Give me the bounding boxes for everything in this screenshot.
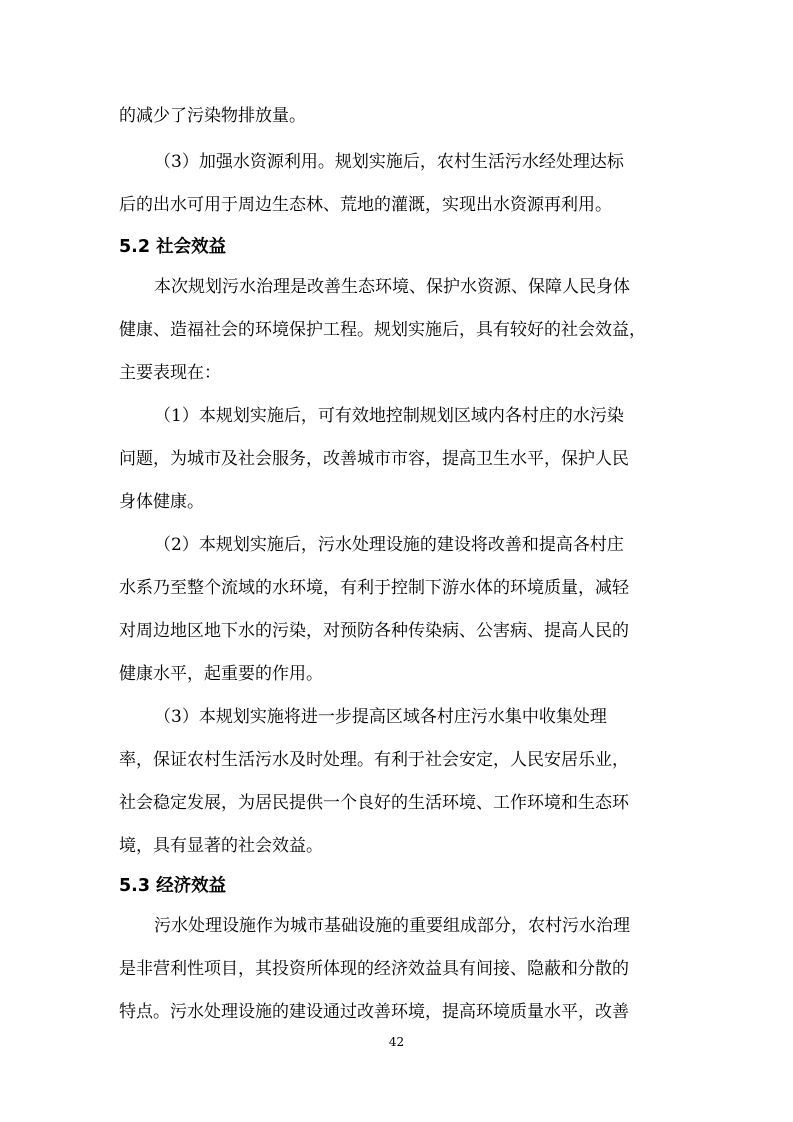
paragraph-line: 率，保证农村生活污水及时处理。有利于社会安定，人民安居乐业，	[119, 750, 629, 770]
paragraph-line: 主要表现在：	[119, 363, 221, 383]
paragraph-line: 问题，为城市及社会服务，改善城市市容，提高卫生水平，保护人民	[119, 449, 629, 469]
paragraph-line: 后的出水可用于周边生态林、荒地的灌溉，实现出水资源再利用。	[119, 195, 612, 215]
paragraph-line: 本次规划污水治理是改善生态环境、保护水资源、保障人民身体	[154, 277, 630, 297]
paragraph-line: 健康、造福社会的环境保护工程。规划实施后，具有较好的社会效益，	[119, 320, 646, 340]
section-heading: 5.3 经济效益	[119, 876, 227, 896]
paragraph-line: 的减少了污染物排放量。	[119, 106, 306, 126]
paragraph-line: 特点。污水处理设施的建设通过改善环境，提高环境质量水平，改善	[119, 1002, 629, 1022]
paragraph-line: 健康水平，起重要的作用。	[119, 664, 323, 684]
paragraph-line: 是非营利性项目，其投资所体现的经济效益具有间接、隐蔽和分散的	[119, 959, 629, 979]
paragraph-line: （3）加强水资源利用。规划实施后，农村生活污水经处理达标	[154, 152, 624, 172]
paragraph-line: 社会稳定发展，为居民提供一个良好的生活环境、工作环境和生态环	[119, 793, 629, 813]
page-number: 42	[388, 1035, 405, 1049]
paragraph-line: 对周边地区地下水的污染，对预防各种传染病、公害病、提高人民的	[119, 621, 629, 641]
paragraph-line: 身体健康。	[119, 492, 204, 512]
paragraph-line: （3）本规划实施将进一步提高区域各村庄污水集中收集处理	[154, 707, 607, 727]
paragraph-line: （2）本规划实施后，污水处理设施的建设将改善和提高各村庄	[154, 535, 624, 555]
paragraph-line: 境，具有显著的社会效益。	[119, 836, 323, 856]
paragraph-line: 水系乃至整个流域的水环境，有利于控制下游水体的环境质量，减轻	[119, 578, 629, 598]
paragraph-line: （1）本规划实施后，可有效地控制规划区域内各村庄的水污染	[154, 406, 624, 426]
section-heading: 5.2 社会效益	[119, 237, 227, 257]
paragraph-line: 污水处理设施作为城市基础设施的重要组成部分，农村污水治理	[154, 916, 630, 936]
